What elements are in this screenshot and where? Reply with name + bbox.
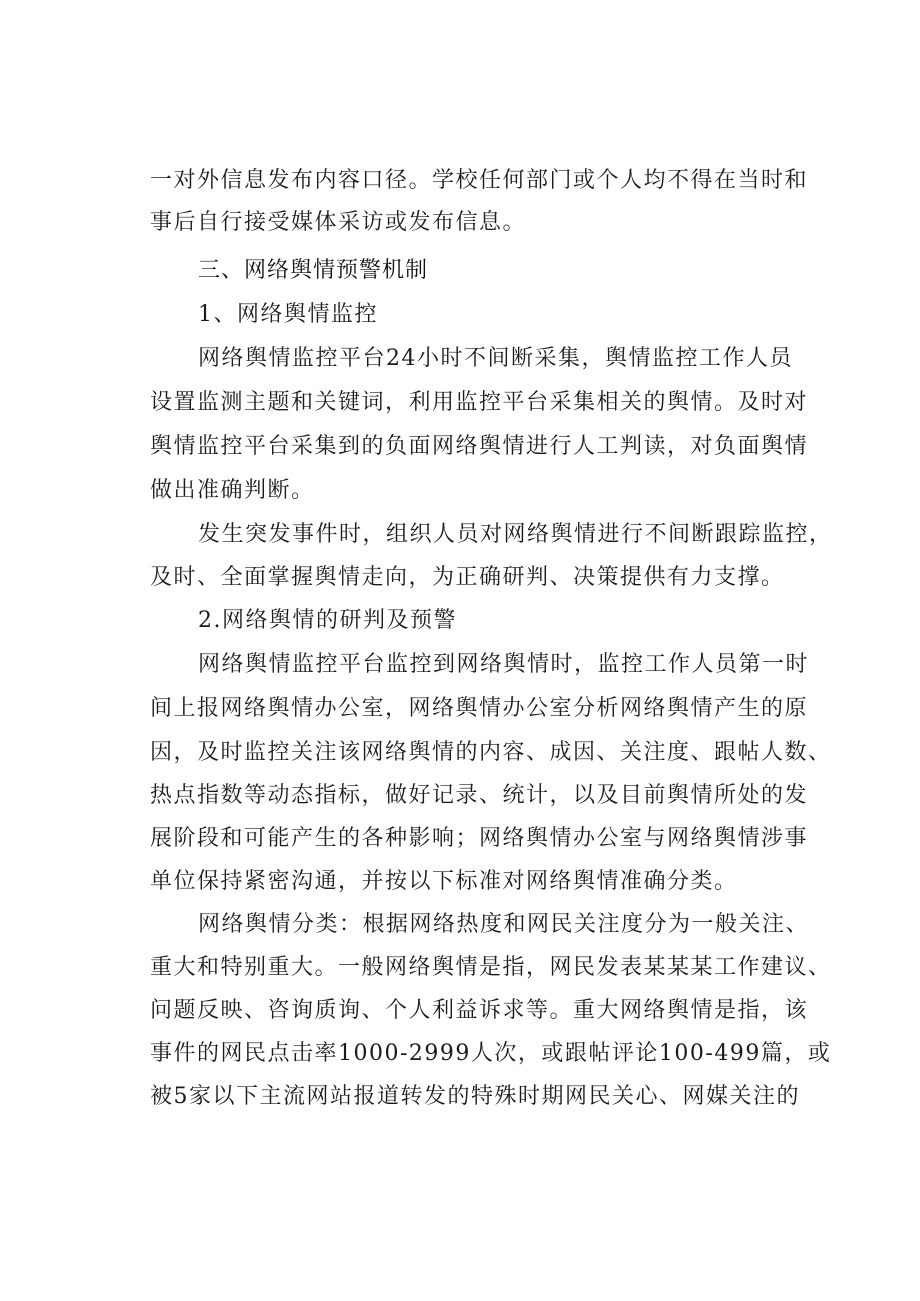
paragraph-line: 展阶段和可能产生的各种影响；网络舆情办公室与网络舆情涉事 [150, 826, 809, 851]
paragraph-line: 网络舆情监控平台24小时不间断采集，舆情监控工作人员 [198, 346, 793, 371]
paragraph-line: 重大和特别重大。一般网络舆情是指，网民发表某某某工作建议、 [150, 955, 832, 980]
paragraph-line: 做出准确判断。 [150, 478, 315, 503]
paragraph-line: 单位保持紧密沟通，并按以下标准对网络舆情准确分类。 [150, 869, 738, 894]
paragraph-line: 事件的网民点击率1000-2999人次，或跟帖评论100-499篇，或 [150, 1041, 832, 1066]
subsection-heading: 2.网络舆情的研判及预警 [198, 608, 457, 633]
paragraph-line: 发生突发事件时，组织人员对网络舆情进行不间断跟踪监控， [198, 522, 833, 547]
paragraph-line: 问题反映、咨询质询、个人利益诉求等。重大网络舆情是指，该 [150, 998, 809, 1023]
section-heading: 三、网络舆情预警机制 [198, 258, 429, 283]
paragraph-line: 设置监测主题和关键词，利用监控平台采集相关的舆情。及时对 [150, 390, 809, 415]
paragraph-line: 舆情监控平台采集到的负面网络舆情进行人工判读，对负面舆情 [150, 434, 809, 459]
paragraph-line: 间上报网络舆情办公室，网络舆情办公室分析网络舆情产生的原 [150, 696, 809, 721]
paragraph-line: 因，及时监控关注该网络舆情的内容、成因、关注度、跟帖人数、 [150, 740, 832, 765]
paragraph-line: 网络舆情分类：根据网络热度和网民关注度分为一般关注、 [198, 912, 810, 937]
paragraph-line: 事后自行接受媒体采访或发布信息。 [150, 210, 527, 235]
paragraph-line: 及时、全面掌握舆情走向，为正确研判、决策提供有力支撑。 [150, 565, 785, 590]
subsection-heading: 1、网络舆情监控 [198, 302, 378, 327]
paragraph-line: 网络舆情监控平台监控到网络舆情时，监控工作人员第一时 [198, 652, 810, 677]
paragraph-line: 被5家以下主流网站报道转发的特殊时期网民关心、网媒关注的 [150, 1084, 800, 1109]
paragraph-line: 热点指数等动态指标，做好记录、统计，以及目前舆情所处的发 [150, 783, 809, 808]
paragraph-line: 一对外信息发布内容口径。学校任何部门或个人均不得在当时和 [150, 168, 809, 193]
